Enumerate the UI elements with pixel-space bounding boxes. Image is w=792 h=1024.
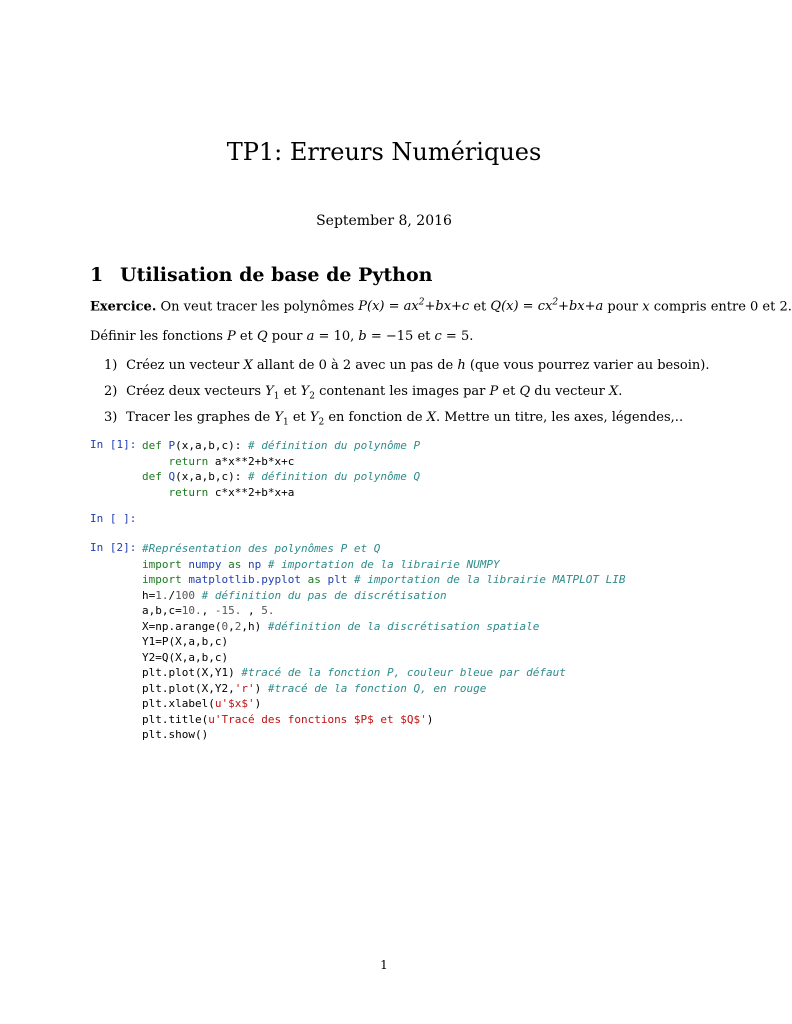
- list-item: 1) Créez un vecteur X allant de 0 à 2 avec un pas de h (que vous pourrez varier au besoin).: [104, 358, 710, 373]
- exercise-line-1: Exercice. On veut tracer les polynômes $P(x) = ax^2+bx+c$ et $Q(x) = cx^2+bx+a$ pour x compris entre 0 et 2.: [90, 298, 792, 315]
- page-date: September 8, 2016: [316, 213, 452, 229]
- exercise-line-2: Définir les fonctions P et Q pour a = 10, b = −15 et c = 5.: [90, 329, 474, 344]
- math-q-def: $Q(x) = cx^2+bx+a$: [490, 298, 604, 315]
- section-title: Utilisation de base de Python: [120, 264, 433, 286]
- code-cell-2: #Représentation des polynômes P et Q import numpy as np # importation de la librairie NUMPY import matplotlib.pyplot as plt # importation de la librairie MATPLOT LIB h=1./100 # définition du pas de discrétisation a,b,c=10., -15. , 5. X=np.arange(0,2,h) #définition de la discrétisation spatiale Y1=P(X,a,b,c) Y2=Q(X,a,b,c) plt.plot(X,Y1) #tracé de la fonction P, couleur bleue par défaut plt.plot(X,Y2,'r') #tracé de la fonction Q, en rouge plt.xlabel(u'$x$') plt.title(u'Tracé des fonctions $P$ et $Q$') plt.show(): [142, 542, 626, 741]
- list-item: 3) Tracer les graphes de $Y_1$ et $Y_2$ en fonction de X. Mettre un titre, les axes, légendes,..: [104, 410, 684, 428]
- section-number: 1: [90, 264, 104, 286]
- list-item: 2) Créez deux vecteurs $Y_1$ et $Y_2$ contenant les images par P et Q du vecteur X.: [104, 384, 623, 402]
- math-p-def: $P(x) = ax^2+bx+c$: [358, 298, 470, 315]
- section-heading: [90, 264, 432, 286]
- code-cell-1: def P(x,a,b,c): # définition du polynôme P return a*x**2+b*x+c def Q(x,a,b,c): # définition du polynôme Q return c*x**2+b*x+a: [142, 439, 421, 499]
- page-number: 1: [380, 958, 388, 972]
- cell-prompt-1: In [1]:: [90, 438, 137, 451]
- cell-prompt-empty: In [ ]:: [90, 512, 137, 525]
- page-title: TP1: Erreurs Numériques: [226, 138, 542, 166]
- exercise-label: Exercice.: [90, 299, 157, 315]
- cell-prompt-2: In [2]:: [90, 541, 137, 554]
